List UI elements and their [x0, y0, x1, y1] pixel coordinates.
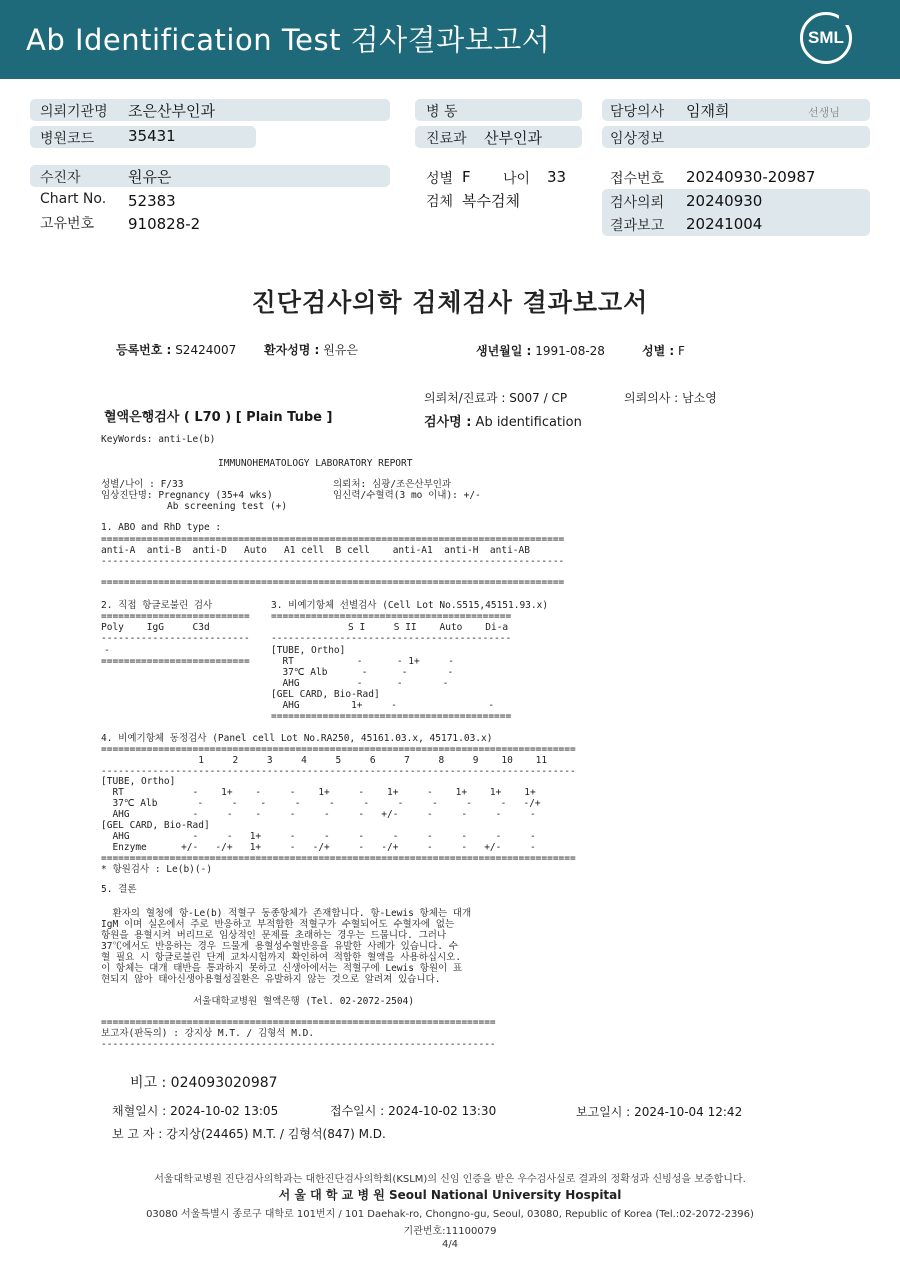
receive-time: [330, 1102, 496, 1119]
screen-row: [GEL CARD, Bio-Rad]: [271, 689, 380, 700]
rule: -----------------------------------------------------------------------------------: [101, 766, 576, 777]
chart-value: 52383: [128, 192, 176, 210]
sex-value: F: [462, 168, 471, 186]
screen-header: S I S II Auto Di-a: [348, 622, 509, 633]
reported-value: 2024-10-04 12:42: [634, 1105, 743, 1119]
panel-row: RT - 1+ - - 1+ - 1+ - 1+ 1+ 1+: [101, 787, 536, 798]
dat-header: Poly IgG C3d: [101, 622, 210, 633]
ward-label: 병 동: [426, 104, 458, 120]
reported-label: 보고일시 :: [576, 1105, 631, 1119]
name-value: 원유은: [323, 343, 358, 357]
collect-time: [112, 1102, 278, 1119]
unique-label: 고유번호: [40, 216, 95, 232]
section-2: 2. 직접 항글로불린 검사: [101, 600, 213, 611]
unique-value: 910828-2: [128, 215, 201, 233]
conclusion-line: 이 항체는 대개 태반을 통과하지 못하고 신생아에서는 적혈구에 Lewis 항원이 표: [101, 963, 463, 974]
rule: ---------------------------------------------------------------------: [101, 1039, 496, 1050]
panel-row: [TUBE, Ortho]: [101, 776, 176, 787]
panel-row: Enzyme +/- -/+ 1+ - -/+ - -/+ - - +/- -: [101, 842, 536, 853]
referral-doctor: 의뢰의사 : 남소영: [624, 391, 717, 405]
remark: [130, 1072, 278, 1092]
rule: ------------------------------------------: [271, 633, 512, 644]
bloodbank: 서울대학교병원 혈액은행 (Tel. 02-2072-2504): [193, 996, 415, 1007]
request-label: 검사의뢰: [610, 195, 665, 211]
section-4: 4. 비예기항체 동정검사 (Panel cell Lot No.RA250, 45161.03.x, 45171.03.x): [101, 733, 493, 744]
remark-label: 비고 :: [130, 1075, 167, 1091]
rule: ---------------------------------------------------------------------------------: [101, 556, 565, 567]
rule: =====================================================================: [101, 1017, 496, 1028]
rule: ===================================================================================: [101, 853, 576, 864]
hospital-code-value: 35431: [128, 127, 176, 145]
report-header: [0, 0, 900, 79]
rule: --------------------------: [101, 633, 250, 644]
section-5: 5. 결론: [101, 884, 137, 895]
document-title: 진단검사의학 검체검사 결과보고서: [251, 288, 649, 317]
header-title: Ab Identification Test 검사결과보고서: [26, 23, 551, 57]
patient-pill: [30, 165, 390, 187]
reg-label: 등록번호 :: [116, 343, 172, 357]
address: 03080 서울특별시 종로구 대학로 101번지 / 101 Daehak-ro, Chongno-gu, Seoul, 03080, Republic of Korea (Tel.:02-2072-2396): [146, 1209, 754, 1220]
dat-value: -: [104, 645, 110, 656]
request-value: 20240930: [686, 192, 763, 210]
remark-value: 024093020987: [170, 1075, 278, 1091]
final-reporter-label: 보 고 자 :: [112, 1127, 163, 1141]
birth-value: 1991-08-28: [535, 344, 605, 358]
institution-value: 조은산부인과: [128, 102, 215, 120]
panel-row: [GEL CARD, Bio-Rad]: [101, 820, 210, 831]
test-name: [424, 411, 582, 430]
referral: 의뢰처/진료과 : S007 / CP: [424, 391, 568, 405]
name-label: 환자성명 :: [264, 343, 320, 357]
panel-row: AHG - - - - - - +/- - - - -: [101, 809, 536, 820]
patient-name: [264, 341, 358, 358]
scan-reporter: 보고자(판독의) : 강지상 M.T. / 김형석 M.D.: [101, 1028, 315, 1039]
test-name-value: Ab identification: [475, 415, 582, 430]
section-title: 혈액은행검사 ( L70 ) [ Plain Tube ]: [104, 410, 333, 425]
rule: ===================================================================================: [101, 744, 576, 755]
receive-label: 접수일시 :: [330, 1104, 385, 1118]
receive-value: 2024-10-02 13:30: [388, 1104, 497, 1118]
page-number: 4/4: [441, 1239, 459, 1250]
collect-value: 2024-10-02 13:05: [170, 1104, 279, 1118]
hospital-name: 서 울 대 학 교 병 원 Seoul National University Hospital: [278, 1188, 622, 1202]
conclusion-line: 혈 필요 시 항글로불린 단계 교차시험까지 확인하여 적합한 혈액을 사용하십시오.: [101, 952, 462, 963]
scan-sex-age: 성별/나이 : F/33: [101, 479, 184, 490]
department-value: 산부인과: [484, 129, 542, 147]
reg-value: S2424007: [175, 343, 237, 357]
sex-label: 성별: [426, 171, 454, 187]
rule: ==========================================: [271, 711, 512, 722]
section-3: 3. 비예기항체 선별검사 (Cell Lot No.S515,45151.93.x): [271, 600, 549, 611]
patient-value: 원유은: [128, 168, 172, 186]
panel-row: 37℃ Alb - - - - - - - - - - -/+: [101, 798, 541, 809]
org-code: 기관번호:11100079: [403, 1226, 497, 1237]
age-value: 33: [547, 168, 567, 186]
conclusion-line: 현되지 않아 태아신생아용혈성질환은 유발하지 않는 것으로 알려져 있습니다.: [101, 974, 441, 985]
doctor-suffix: 선생님: [808, 106, 840, 119]
scan-pregnancy: 임신력/수혈력(3 mo 이내): +/-: [333, 490, 481, 501]
report-sex-value: F: [678, 344, 685, 358]
doctor-label: 담당의사: [610, 104, 665, 120]
chart-label: Chart No.: [40, 191, 107, 207]
section-1: 1. ABO and RhD type :: [101, 522, 222, 533]
birth-label: 생년월일 :: [476, 344, 532, 358]
screen-row: 37℃ Alb - - -: [271, 667, 454, 678]
final-reporter-value: 강지상(24465) M.T. / 김형석(847) M.D.: [166, 1127, 386, 1141]
receipt-label: 접수번호: [610, 171, 665, 187]
hospital-code-label: 병원코드: [40, 131, 95, 147]
scan-referral: 의뢰처: 심광/조은산부인과: [333, 479, 452, 490]
screen-row: RT - - 1+ -: [271, 656, 455, 667]
rule: ==========================================: [271, 611, 512, 622]
clinical-label: 임상정보: [610, 131, 665, 147]
report-date-label: 결과보고: [610, 218, 665, 234]
conclusion-line: 환자의 혈청에 항-Le(b) 적혈구 동종항체가 존재합니다. 항-Lewis 항체는 대개: [101, 908, 472, 919]
final-reporter: [112, 1125, 386, 1142]
scan-diagnosis: 임상진단명: Pregnancy (35+4 wks): [101, 490, 273, 501]
age-label: 나이: [503, 171, 531, 187]
antigen-test: * 항원검사 : Le(b)(-): [101, 864, 213, 875]
scan-report-title: IMMUNOHEMATOLOGY LABORATORY REPORT: [218, 458, 413, 469]
panel-header: 1 2 3 4 5 6 7 8 9 10 11: [101, 755, 548, 766]
abo-header: anti-A anti-B anti-D Auto A1 cell B cell anti-A1 anti-H anti-AB: [101, 545, 530, 556]
rule: ==========================: [101, 611, 250, 622]
logo-text: SML: [808, 28, 844, 47]
rule: =================================================================================: [101, 534, 565, 545]
screen-row: AHG 1+ - -: [271, 700, 495, 711]
registration: [116, 341, 236, 358]
collect-label: 채혈일시 :: [112, 1104, 167, 1118]
rule: =================================================================================: [101, 577, 565, 588]
sml-logo: [800, 12, 852, 64]
scan-screen: Ab screening test (+): [167, 501, 288, 512]
specimen-label: 검체: [426, 194, 454, 210]
specimen-value: 복수검체: [462, 192, 520, 210]
doctor-value: 임재희: [686, 102, 730, 120]
conclusion-line: 37℃에서도 반응하는 경우 드물게 용혈성수혈반응을 유발한 사례가 있습니다. 수: [101, 941, 458, 952]
patient-label: 수진자: [40, 170, 81, 186]
conclusion-line: 항원을 용혈시켜 버리므로 임상적인 문제를 초래하는 경우는 드뭅니다. 그러나: [101, 930, 447, 941]
institution-label: 의뢰기관명: [40, 104, 108, 120]
screen-row: [TUBE, Ortho]: [271, 645, 346, 656]
receipt-value: 20240930-20987: [686, 168, 816, 186]
conclusion-line: IgM 이며 실온에서 주로 반응하고 부적합한 적혈구가 수혈되어도 수혈자에 없는: [101, 919, 455, 930]
department-label: 진료과: [426, 131, 467, 147]
test-name-label: 검사명 :: [424, 415, 472, 430]
report-date-value: 20241004: [686, 215, 763, 233]
report-sex: [642, 342, 685, 359]
panel-row: AHG - - 1+ - - - - - - - -: [101, 831, 536, 842]
certification: 서울대학교병원 진단검사의학과는 대한진단검사의학회(KSLM)의 신임 인증을 받은 우수검사실로 결과의 정확성과 신빙성을 보증합니다.: [154, 1174, 746, 1185]
birthdate: [476, 342, 605, 359]
screen-row: AHG - - -: [271, 678, 449, 689]
report-sex-label: 성별 :: [642, 344, 675, 358]
rule: ==========================: [101, 656, 250, 667]
keywords: KeyWords: anti-Le(b): [101, 434, 216, 445]
report-time: [576, 1103, 742, 1120]
